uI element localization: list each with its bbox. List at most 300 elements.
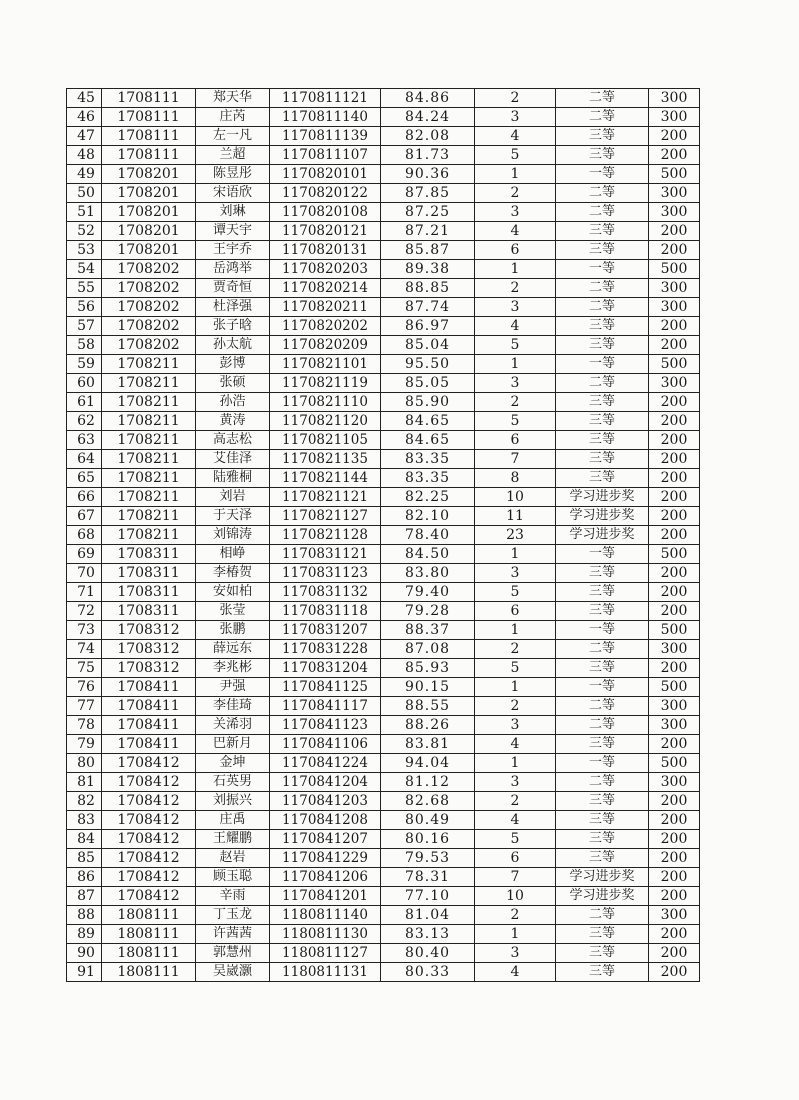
class-number-cell: 1808111: [102, 906, 196, 925]
student-name-cell: 艾佳泽: [196, 450, 270, 469]
rank-cell: 1: [475, 545, 556, 564]
class-number-cell: 1708111: [102, 108, 196, 127]
rank-cell: 2: [475, 89, 556, 108]
table-row: [67, 735, 700, 754]
award-amount-cell: 200: [649, 336, 700, 355]
student-id-cell: 1170841123: [270, 716, 381, 735]
student-name-cell: 吴崴灏: [196, 963, 270, 982]
rank-cell: 8: [475, 469, 556, 488]
student-id-cell: 1170841203: [270, 792, 381, 811]
score-cell: 90.15: [381, 678, 475, 697]
score-cell: 79.28: [381, 602, 475, 621]
award-level-cell: 一等: [556, 678, 649, 697]
award-level-cell: 三等: [556, 241, 649, 260]
student-id-cell: 1170831204: [270, 659, 381, 678]
award-level-cell: 三等: [556, 412, 649, 431]
row-index-cell: 88: [67, 906, 102, 925]
row-index-cell: 58: [67, 336, 102, 355]
score-cell: 94.04: [381, 754, 475, 773]
class-number-cell: 1708202: [102, 317, 196, 336]
student-id-cell: 1170831228: [270, 640, 381, 659]
award-level-cell: 二等: [556, 203, 649, 222]
award-amount-cell: 200: [649, 963, 700, 982]
row-index-cell: 45: [67, 89, 102, 108]
score-cell: 82.08: [381, 127, 475, 146]
student-id-cell: 1170831207: [270, 621, 381, 640]
student-id-cell: 1170821127: [270, 507, 381, 526]
score-cell: 89.38: [381, 260, 475, 279]
student-id-cell: 1170831121: [270, 545, 381, 564]
rank-cell: 3: [475, 374, 556, 393]
class-number-cell: 1708211: [102, 374, 196, 393]
score-cell: 82.68: [381, 792, 475, 811]
rank-cell: 2: [475, 640, 556, 659]
row-index-cell: 53: [67, 241, 102, 260]
award-amount-cell: 200: [649, 507, 700, 526]
table-row: [67, 906, 700, 925]
award-amount-cell: 200: [649, 830, 700, 849]
score-cell: 86.97: [381, 317, 475, 336]
table-row: [67, 811, 700, 830]
student-id-cell: 1170820214: [270, 279, 381, 298]
rank-cell: 4: [475, 127, 556, 146]
row-index-cell: 64: [67, 450, 102, 469]
table-row: [67, 830, 700, 849]
award-amount-cell: 200: [649, 412, 700, 431]
row-index-cell: 68: [67, 526, 102, 545]
award-level-cell: 三等: [556, 336, 649, 355]
table-row: [67, 545, 700, 564]
rank-cell: 1: [475, 165, 556, 184]
rank-cell: 5: [475, 412, 556, 431]
table-row: [67, 792, 700, 811]
award-level-cell: 一等: [556, 545, 649, 564]
rank-cell: 5: [475, 146, 556, 165]
award-level-cell: 三等: [556, 564, 649, 583]
rank-cell: 1: [475, 621, 556, 640]
table-row: [67, 602, 700, 621]
rank-cell: 2: [475, 697, 556, 716]
rank-cell: 1: [475, 754, 556, 773]
award-level-cell: 二等: [556, 184, 649, 203]
class-number-cell: 1708211: [102, 393, 196, 412]
score-cell: 87.08: [381, 640, 475, 659]
score-cell: 85.04: [381, 336, 475, 355]
rank-cell: 4: [475, 811, 556, 830]
rank-cell: 3: [475, 203, 556, 222]
student-name-cell: 关浠羽: [196, 716, 270, 735]
award-amount-cell: 300: [649, 374, 700, 393]
row-index-cell: 54: [67, 260, 102, 279]
score-cell: 80.16: [381, 830, 475, 849]
table-row: [67, 298, 700, 317]
score-cell: 85.90: [381, 393, 475, 412]
rank-cell: 3: [475, 298, 556, 317]
rank-cell: 11: [475, 507, 556, 526]
student-name-cell: 谭天宇: [196, 222, 270, 241]
award-level-cell: 二等: [556, 640, 649, 659]
rank-cell: 5: [475, 583, 556, 602]
award-amount-cell: 200: [649, 564, 700, 583]
student-id-cell: 1170811140: [270, 108, 381, 127]
row-index-cell: 66: [67, 488, 102, 507]
award-amount-cell: 200: [649, 659, 700, 678]
row-index-cell: 80: [67, 754, 102, 773]
award-level-cell: 二等: [556, 773, 649, 792]
table-row: [67, 222, 700, 241]
student-name-cell: 丁玉龙: [196, 906, 270, 925]
row-index-cell: 82: [67, 792, 102, 811]
student-name-cell: 高志松: [196, 431, 270, 450]
award-level-cell: 三等: [556, 146, 649, 165]
score-cell: 84.50: [381, 545, 475, 564]
rank-cell: 2: [475, 906, 556, 925]
score-cell: 88.85: [381, 279, 475, 298]
award-amount-cell: 300: [649, 108, 700, 127]
award-level-cell: 三等: [556, 735, 649, 754]
score-cell: 88.55: [381, 697, 475, 716]
row-index-cell: 77: [67, 697, 102, 716]
student-id-cell: 1170821120: [270, 412, 381, 431]
score-cell: 79.40: [381, 583, 475, 602]
score-cell: 84.65: [381, 431, 475, 450]
student-id-cell: 1180811140: [270, 906, 381, 925]
student-id-cell: 1170820209: [270, 336, 381, 355]
table-row: [67, 279, 700, 298]
student-name-cell: 王耀鹏: [196, 830, 270, 849]
rank-cell: 2: [475, 279, 556, 298]
student-id-cell: 1170820203: [270, 260, 381, 279]
row-index-cell: 62: [67, 412, 102, 431]
class-number-cell: 1708211: [102, 450, 196, 469]
class-number-cell: 1708412: [102, 830, 196, 849]
score-cell: 87.74: [381, 298, 475, 317]
row-index-cell: 91: [67, 963, 102, 982]
student-id-cell: 1170820101: [270, 165, 381, 184]
award-level-cell: 三等: [556, 127, 649, 146]
row-index-cell: 57: [67, 317, 102, 336]
student-id-cell: 1170841201: [270, 887, 381, 906]
table-row: [67, 165, 700, 184]
student-name-cell: 巴新月: [196, 735, 270, 754]
row-index-cell: 83: [67, 811, 102, 830]
award-amount-cell: 200: [649, 811, 700, 830]
award-amount-cell: 300: [649, 203, 700, 222]
award-level-cell: 三等: [556, 469, 649, 488]
student-id-cell: 1170841106: [270, 735, 381, 754]
student-id-cell: 1170841208: [270, 811, 381, 830]
award-amount-cell: 500: [649, 621, 700, 640]
table-row: [67, 431, 700, 450]
row-index-cell: 73: [67, 621, 102, 640]
student-id-cell: 1170820131: [270, 241, 381, 260]
class-number-cell: 1708211: [102, 526, 196, 545]
rank-cell: 23: [475, 526, 556, 545]
award-level-cell: 三等: [556, 792, 649, 811]
score-cell: 87.85: [381, 184, 475, 203]
row-index-cell: 46: [67, 108, 102, 127]
class-number-cell: 1708412: [102, 792, 196, 811]
row-index-cell: 69: [67, 545, 102, 564]
student-name-cell: 贾奇恒: [196, 279, 270, 298]
class-number-cell: 1708201: [102, 222, 196, 241]
student-name-cell: 于天泽: [196, 507, 270, 526]
award-amount-cell: 300: [649, 298, 700, 317]
student-id-cell: 1170820122: [270, 184, 381, 203]
student-id-cell: 1170811121: [270, 89, 381, 108]
table-row: [67, 317, 700, 336]
row-index-cell: 74: [67, 640, 102, 659]
award-amount-cell: 200: [649, 925, 700, 944]
student-id-cell: 1170841229: [270, 849, 381, 868]
student-name-cell: 孙太航: [196, 336, 270, 355]
award-amount-cell: 500: [649, 165, 700, 184]
award-level-cell: 学习进步奖: [556, 526, 649, 545]
student-name-cell: 郑天华: [196, 89, 270, 108]
class-number-cell: 1708411: [102, 716, 196, 735]
rank-cell: 3: [475, 564, 556, 583]
table-row: [67, 868, 700, 887]
rank-cell: 5: [475, 830, 556, 849]
rank-cell: 2: [475, 184, 556, 203]
award-amount-cell: 200: [649, 849, 700, 868]
student-id-cell: 1170841204: [270, 773, 381, 792]
class-number-cell: 1708201: [102, 165, 196, 184]
score-cell: 81.73: [381, 146, 475, 165]
student-id-cell: 1170821110: [270, 393, 381, 412]
student-id-cell: 1170841207: [270, 830, 381, 849]
score-cell: 81.04: [381, 906, 475, 925]
row-index-cell: 75: [67, 659, 102, 678]
row-index-cell: 60: [67, 374, 102, 393]
student-id-cell: 1170821128: [270, 526, 381, 545]
score-cell: 85.05: [381, 374, 475, 393]
rank-cell: 3: [475, 944, 556, 963]
table-row: [67, 146, 700, 165]
student-name-cell: 庄芮: [196, 108, 270, 127]
award-level-cell: 一等: [556, 355, 649, 374]
table-row: [67, 393, 700, 412]
table-row: [67, 963, 700, 982]
student-name-cell: 辛雨: [196, 887, 270, 906]
table-row: [67, 659, 700, 678]
class-number-cell: 1708412: [102, 868, 196, 887]
class-number-cell: 1708201: [102, 241, 196, 260]
score-cell: 87.21: [381, 222, 475, 241]
score-cell: 80.33: [381, 963, 475, 982]
student-name-cell: 刘锦涛: [196, 526, 270, 545]
table-row: [67, 241, 700, 260]
award-amount-cell: 200: [649, 431, 700, 450]
award-amount-cell: 200: [649, 393, 700, 412]
award-amount-cell: 200: [649, 583, 700, 602]
class-number-cell: 1708211: [102, 469, 196, 488]
student-id-cell: 1180811131: [270, 963, 381, 982]
award-level-cell: 三等: [556, 811, 649, 830]
rank-cell: 4: [475, 222, 556, 241]
award-level-cell: 二等: [556, 906, 649, 925]
score-cell: 77.10: [381, 887, 475, 906]
award-level-cell: 三等: [556, 583, 649, 602]
row-index-cell: 56: [67, 298, 102, 317]
award-amount-cell: 200: [649, 127, 700, 146]
class-number-cell: 1808111: [102, 963, 196, 982]
table-row: [67, 488, 700, 507]
score-cell: 87.25: [381, 203, 475, 222]
student-name-cell: 王宇乔: [196, 241, 270, 260]
table-row: [67, 526, 700, 545]
award-amount-cell: 500: [649, 355, 700, 374]
class-number-cell: 1808111: [102, 944, 196, 963]
row-index-cell: 84: [67, 830, 102, 849]
class-number-cell: 1708311: [102, 602, 196, 621]
rank-cell: 1: [475, 678, 556, 697]
row-index-cell: 47: [67, 127, 102, 146]
award-level-cell: 三等: [556, 659, 649, 678]
award-level-cell: 二等: [556, 279, 649, 298]
student-id-cell: 1170841206: [270, 868, 381, 887]
class-number-cell: 1708412: [102, 754, 196, 773]
award-level-cell: 三等: [556, 317, 649, 336]
award-level-cell: 二等: [556, 697, 649, 716]
student-name-cell: 尹强: [196, 678, 270, 697]
score-cell: 95.50: [381, 355, 475, 374]
rank-cell: 1: [475, 925, 556, 944]
row-index-cell: 85: [67, 849, 102, 868]
student-id-cell: 1170821119: [270, 374, 381, 393]
row-index-cell: 63: [67, 431, 102, 450]
student-name-cell: 张鹏: [196, 621, 270, 640]
award-level-cell: 三等: [556, 393, 649, 412]
award-level-cell: 二等: [556, 89, 649, 108]
row-index-cell: 59: [67, 355, 102, 374]
award-level-cell: 三等: [556, 222, 649, 241]
student-name-cell: 左一凡: [196, 127, 270, 146]
award-level-cell: 三等: [556, 849, 649, 868]
score-cell: 82.10: [381, 507, 475, 526]
award-level-cell: 二等: [556, 716, 649, 735]
student-id-cell: 1170821135: [270, 450, 381, 469]
student-id-cell: 1170821121: [270, 488, 381, 507]
table-row: [67, 754, 700, 773]
row-index-cell: 89: [67, 925, 102, 944]
rank-cell: 3: [475, 108, 556, 127]
award-level-cell: 三等: [556, 944, 649, 963]
student-name-cell: 石英男: [196, 773, 270, 792]
score-cell: 83.81: [381, 735, 475, 754]
class-number-cell: 1708411: [102, 697, 196, 716]
table-row: [67, 127, 700, 146]
score-cell: 81.12: [381, 773, 475, 792]
award-level-cell: 学习进步奖: [556, 488, 649, 507]
award-level-cell: 学习进步奖: [556, 868, 649, 887]
award-level-cell: 二等: [556, 374, 649, 393]
score-cell: 85.87: [381, 241, 475, 260]
student-id-cell: 1170820108: [270, 203, 381, 222]
score-cell: 83.13: [381, 925, 475, 944]
table-row: [67, 944, 700, 963]
student-id-cell: 1170811139: [270, 127, 381, 146]
table-row: [67, 89, 700, 108]
student-name-cell: 陈昱彤: [196, 165, 270, 184]
student-name-cell: 许茜茜: [196, 925, 270, 944]
table-row: [67, 925, 700, 944]
score-cell: 88.37: [381, 621, 475, 640]
class-number-cell: 1808111: [102, 925, 196, 944]
class-number-cell: 1708111: [102, 89, 196, 108]
table-row: [67, 564, 700, 583]
class-number-cell: 1708201: [102, 184, 196, 203]
award-level-cell: 二等: [556, 298, 649, 317]
award-amount-cell: 200: [649, 450, 700, 469]
class-number-cell: 1708211: [102, 355, 196, 374]
row-index-cell: 72: [67, 602, 102, 621]
class-number-cell: 1708311: [102, 564, 196, 583]
score-cell: 88.26: [381, 716, 475, 735]
rank-cell: 1: [475, 355, 556, 374]
rank-cell: 5: [475, 659, 556, 678]
class-number-cell: 1708202: [102, 279, 196, 298]
student-name-cell: 相峥: [196, 545, 270, 564]
student-name-cell: 刘琳: [196, 203, 270, 222]
table-row: [67, 184, 700, 203]
student-name-cell: 李佳琦: [196, 697, 270, 716]
rank-cell: 5: [475, 336, 556, 355]
student-id-cell: 1170841224: [270, 754, 381, 773]
table-row: [67, 336, 700, 355]
row-index-cell: 71: [67, 583, 102, 602]
score-cell: 84.65: [381, 412, 475, 431]
student-id-cell: 1170820211: [270, 298, 381, 317]
rank-cell: 3: [475, 773, 556, 792]
class-number-cell: 1708211: [102, 507, 196, 526]
row-index-cell: 76: [67, 678, 102, 697]
class-number-cell: 1708311: [102, 583, 196, 602]
score-cell: 82.25: [381, 488, 475, 507]
score-cell: 78.40: [381, 526, 475, 545]
score-cell: 83.35: [381, 469, 475, 488]
table-row: [67, 849, 700, 868]
student-name-cell: 张子晗: [196, 317, 270, 336]
award-amount-cell: 200: [649, 526, 700, 545]
class-number-cell: 1708312: [102, 640, 196, 659]
row-index-cell: 52: [67, 222, 102, 241]
award-level-cell: 三等: [556, 925, 649, 944]
class-number-cell: 1708411: [102, 735, 196, 754]
award-amount-cell: 200: [649, 469, 700, 488]
row-index-cell: 78: [67, 716, 102, 735]
award-amount-cell: 200: [649, 602, 700, 621]
class-number-cell: 1708111: [102, 127, 196, 146]
table-row: [67, 450, 700, 469]
award-amount-cell: 200: [649, 222, 700, 241]
row-index-cell: 86: [67, 868, 102, 887]
award-level-cell: 学习进步奖: [556, 887, 649, 906]
rank-cell: 7: [475, 450, 556, 469]
award-amount-cell: 200: [649, 887, 700, 906]
student-name-cell: 郭慧州: [196, 944, 270, 963]
rank-cell: 6: [475, 431, 556, 450]
student-name-cell: 庄禹: [196, 811, 270, 830]
class-number-cell: 1708312: [102, 621, 196, 640]
award-amount-cell: 300: [649, 89, 700, 108]
student-name-cell: 赵岩: [196, 849, 270, 868]
table-row: [67, 583, 700, 602]
table-row: [67, 469, 700, 488]
class-number-cell: 1708411: [102, 678, 196, 697]
award-amount-cell: 300: [649, 279, 700, 298]
score-cell: 85.93: [381, 659, 475, 678]
